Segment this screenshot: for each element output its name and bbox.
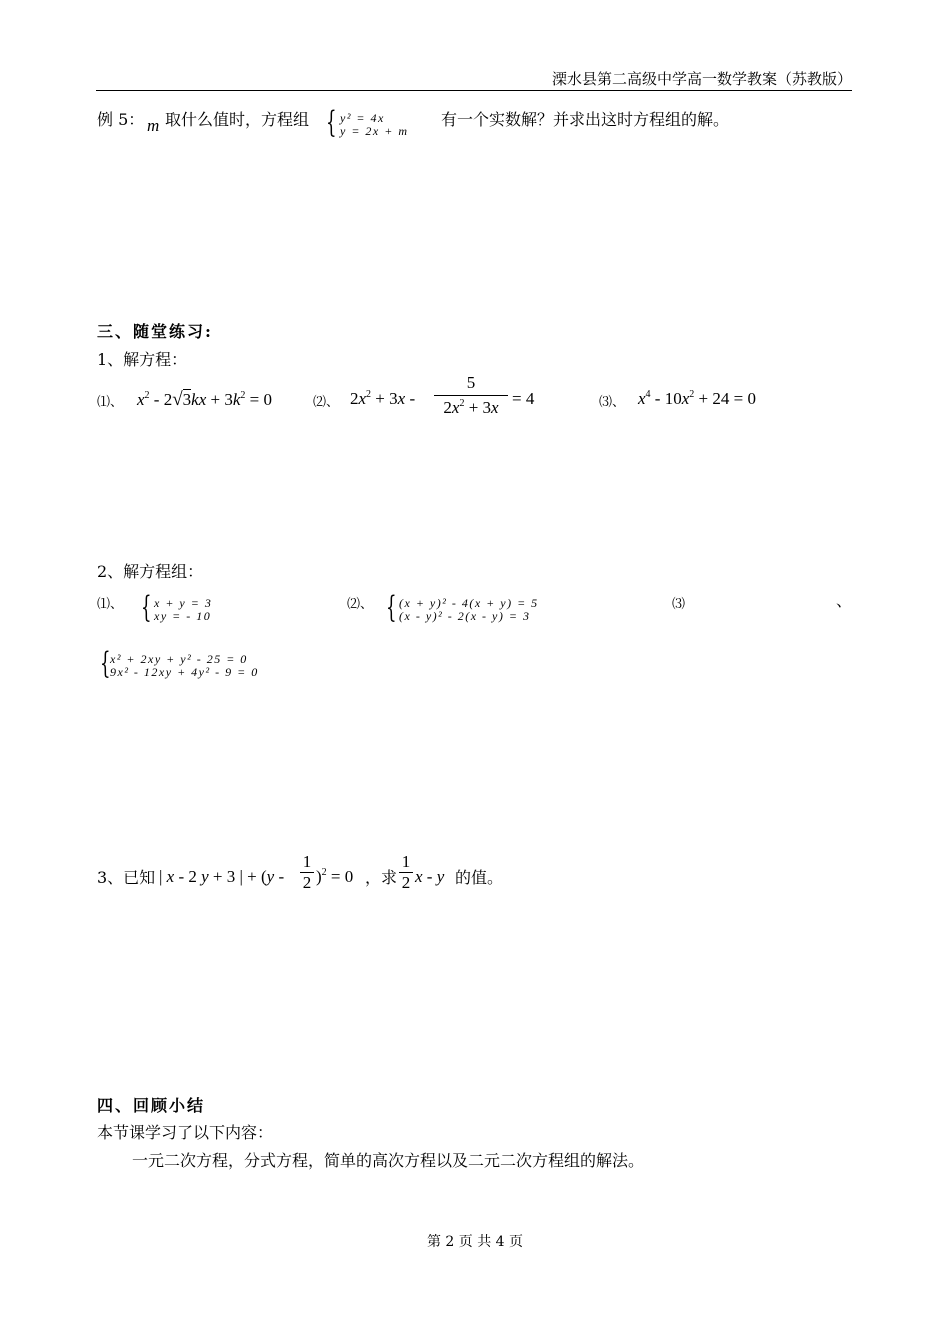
q2-p1-eq2: xy = - 10	[154, 609, 212, 623]
header-title: 溧水县第二高级中学高一数学教案（苏教版）	[551, 70, 852, 88]
brace-icon: {	[141, 590, 152, 625]
q2-p3-eq2: 9x² - 12xy + 4y² - 9 = 0	[110, 665, 259, 679]
q2-p3-eq1: x² + 2xy + y² - 25 = 0	[110, 652, 248, 666]
example5-text-b: 有一个实数解？并求出这时方程组的解。	[441, 110, 730, 129]
example5-label: 例 5：	[97, 110, 145, 129]
q1-p2-label: ⑵、	[313, 395, 340, 410]
q1-p2-numerator: 5	[466, 373, 476, 392]
q2-p1-label: ⑴、	[97, 597, 124, 612]
q2-label: 2、解方程组：	[97, 562, 204, 581]
page-footer: 第 2 页 共 4 页	[426, 1234, 524, 1250]
q2-p3-label: ⑶	[672, 597, 686, 612]
section4-line2: 一元二次方程，分式方程，简单的高次方程以及二元二次方程组的解法。	[132, 1151, 645, 1170]
q3: 3、已知 | x - 2 y + 3 | + (y - 1 2 )$^2$ = 0 ，求 1 2 x - y 的值。	[97, 852, 504, 892]
section3-title: 三、随堂练习:	[97, 322, 213, 341]
example5-var: m	[147, 116, 160, 135]
section4-title: 四、回顾小结	[97, 1096, 206, 1115]
q1-p2-rhs: = 4	[512, 389, 535, 408]
q3-end: 的值。	[455, 868, 504, 887]
q1-p1-label: ⑴、	[97, 395, 124, 410]
q1-label: 1、解方程：	[97, 350, 188, 369]
q3-mid: ，求	[365, 868, 398, 887]
q3-label: 3、已知	[97, 868, 156, 887]
q2-p2-label: ⑵、	[347, 597, 374, 612]
example5-text-a: 取什么值时，方程组	[165, 110, 310, 129]
example5-eq2: y = 2x + m	[340, 124, 409, 138]
q2-p1-eq1: x + y = 3	[154, 596, 213, 610]
q1-p1-equation: $x^2 - 2√3kx + 3k^2 = 0$	[137, 389, 272, 410]
q2-p2-eq1: (x + y)² - 4(x + y) = 5	[399, 596, 539, 610]
q1-p3-equation: $x^4 - 10x^2 + 24 = 0$	[638, 389, 756, 408]
section4-line1: 本节课学习了以下内容：	[97, 1123, 274, 1142]
brace-icon: {	[386, 590, 397, 625]
brace-icon: {	[100, 646, 111, 681]
example5-eq1: y² = 4x	[340, 111, 385, 125]
q2-p2-eq2: (x - y)² - 2(x - y) = 3	[399, 609, 531, 623]
q1-p3-label: ⑶、	[599, 395, 626, 410]
q2-p3-separator: 、	[836, 591, 853, 610]
page-header	[96, 70, 852, 91]
brace-icon: {	[326, 105, 337, 140]
